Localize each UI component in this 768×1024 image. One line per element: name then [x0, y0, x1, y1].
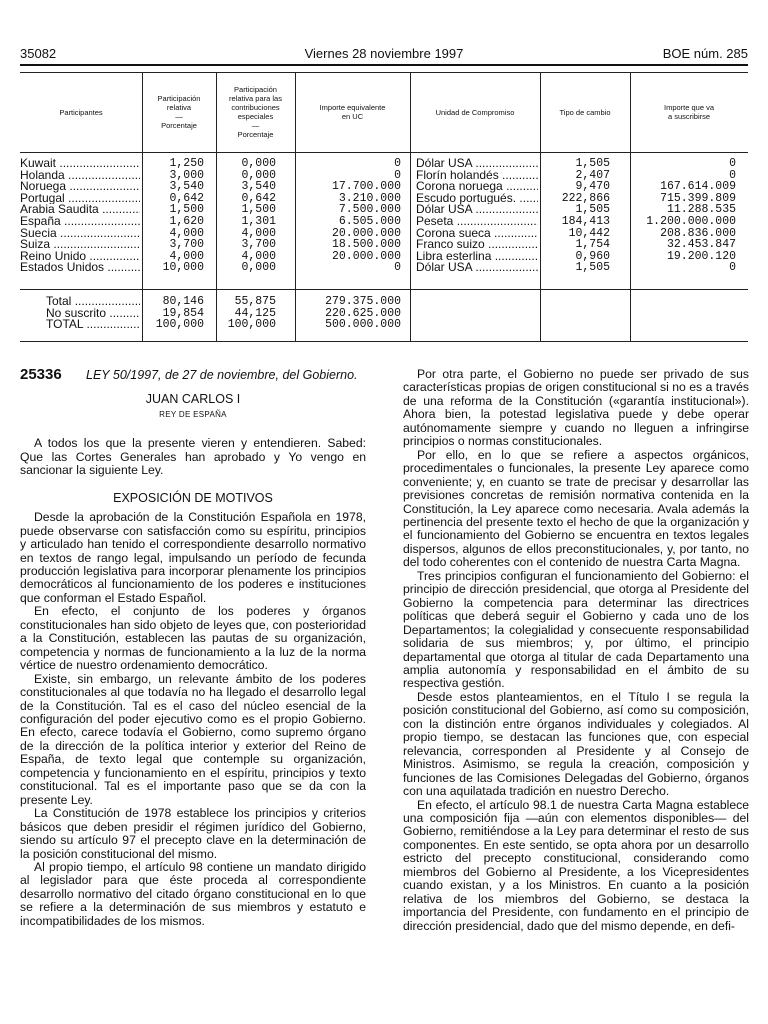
table-cell: 4,000 — [169, 227, 204, 240]
col-header-text: Tipo de cambio — [559, 107, 611, 117]
king-name: JUAN CARLOS I — [145, 391, 241, 406]
table-cell: Arabia Saudita ..... — [20, 204, 140, 216]
table-cell: 3,700 — [169, 239, 204, 251]
unidad-list — [416, 158, 538, 274]
table-cell: 1,500 — [241, 204, 276, 216]
table-cell: Franco suizo ..... — [416, 239, 538, 251]
table-cell: 1,505 — [575, 158, 610, 170]
table-cell: Noruega ..... — [20, 181, 140, 193]
table-cell: 7.500.000 — [338, 204, 401, 216]
table-cell: 0 — [729, 158, 736, 170]
col-header-text: Participación — [234, 85, 277, 94]
table-cell: 1,500 — [169, 204, 204, 216]
col-header-text: relativa para las — [229, 94, 282, 103]
table-cell: No suscrito ..... — [46, 308, 140, 320]
table-cell: 11.288.535 — [666, 204, 736, 216]
table-cell: 2,407 — [575, 169, 610, 182]
table-totals-border — [20, 289, 748, 290]
paragraph: Por otra parte, el Gobierno no puede ser privado de sus características propias de origen constitucional si no es a través de una reforma de la Constitución («garantía institucional»). Ahora bien, la potestad legislativa puede y debe operar autónomamente siempre y cuando no lleguen a infringirse principios o normas constitucionales. — [403, 367, 749, 449]
table-cell: 0,642 — [169, 192, 204, 205]
table-cell: Florín holandés ..... — [416, 170, 538, 182]
table-cell: Corona noruega ..... — [416, 181, 538, 193]
paragraph: En efecto, el conjunto de los poderes y órganos constitucionales han sido objeto de leyes que, con posterioridad a la Constitución, establecen las pautas de su organización, competencia y normas de funcionamiento a la luz de la norma vértice de nuestro ordenamiento democrático. — [20, 604, 366, 673]
table-cell: 184,413 — [561, 215, 610, 228]
table-cell: Escudo portugués. ..... — [416, 193, 538, 205]
table-cell: 208.836.000 — [660, 227, 736, 240]
table-cell: Suiza ..... — [20, 239, 140, 251]
paragraph: Desde estos planteamientos, en el Título I se regula la posición constitucional del Gobierno, así como su composición, con la distinción entre órganos individuales y colegiados. Al propio tiempo, se destacan las funciones que, con especial relevancia, corresponden al Presidente y al Consejo de Ministros. Asimismo, se regula la creación, composición y funciones de las Comisiones Delegadas del Gobierno, órganos con una aquilatada tradición en nuestro Derecho. — [403, 689, 749, 799]
table-cell: 0,642 — [241, 192, 276, 205]
table-cell: Corona sueca ..... — [416, 228, 538, 240]
col-header-contribuciones — [216, 72, 295, 152]
king-title: REY DE ESPAÑA — [159, 409, 227, 419]
table-cell: 4,000 — [241, 250, 276, 263]
col-header-text: Unidad de Compromiso — [435, 107, 515, 117]
table-cell: 220.625.000 — [325, 307, 401, 320]
table-cell: 10,442 — [568, 227, 610, 240]
paragraph: La Constitución de 1978 establece los principios y criterios básicos que deben presidir el régimen jurídico del Gobierno, siendo su artículo 97 el precepto clave en la determinación de la posición constitucional del mismo. — [20, 806, 366, 861]
table-cell: Dólar USA ..... — [416, 158, 538, 170]
table-cell: Estados Unidos ..... — [20, 262, 140, 274]
table-cell: 1,250 — [169, 158, 204, 170]
table-cell: 18.500.000 — [331, 239, 401, 251]
table-cell: 4,000 — [241, 227, 276, 240]
importe-uc-list — [295, 158, 401, 274]
table-cell: 9,470 — [575, 181, 610, 193]
table-cell: 222,866 — [561, 192, 610, 205]
table-cell: 44,125 — [234, 307, 276, 320]
table-cell: Kuwait ..... — [20, 158, 140, 170]
col-header-text: contribuciones — [231, 103, 280, 112]
table-cell: 0,000 — [241, 158, 276, 170]
totals-contribuciones — [216, 296, 276, 331]
table-cell: 1,620 — [169, 215, 204, 228]
col-header-tipo-cambio — [540, 72, 630, 152]
col-header-text: Porcentaje — [161, 121, 197, 130]
col-header-text: a suscribirse — [667, 112, 711, 121]
col-header-text: — — [251, 121, 260, 130]
table-cell: 19,854 — [162, 307, 204, 320]
col-header-text: relativa — [166, 103, 192, 112]
col-header-text: Importe que va — [663, 103, 715, 112]
law-heading — [20, 368, 366, 383]
importe-list — [630, 158, 736, 274]
table-cell: Libra esterlina ..... — [416, 251, 538, 263]
law-title: LEY 50/1997, de 27 de noviembre, del Gobierno. — [86, 368, 358, 382]
col-header-relativa — [142, 72, 216, 152]
col-header-importe-uc — [295, 72, 410, 152]
table-cell: 1,301 — [241, 215, 276, 228]
table-cell: España ..... — [20, 216, 140, 228]
paragraph: En efecto, el artículo 98.1 de nuestra Carta Magna establece una composición fija —aún con elementos disponibles— del Gobierno, remitiéndose a la Ley para determinar el resto de sus componentes. En este sentido, se opta ahora por un desarrollo estricto del precepto constitucional, considerando como miembros del Gobierno al Presidente, a los Vicepresidentes cuando existan, y a los Ministros. En cuanto a la posición relativa de los miembros del Gobierno, se destaca la importancia del Presidente, con fundamento en el principio de dirección presidencial, dado que del mismo depende, en defi- — [403, 797, 749, 933]
table-cell: 279.375.000 — [325, 296, 401, 308]
totals-importe-uc — [295, 296, 401, 331]
col-header-participantes — [20, 72, 142, 152]
table-cell: 500.000.000 — [325, 319, 401, 331]
table-cell: 0 — [394, 169, 401, 182]
col-header-unidad — [410, 72, 540, 152]
contribuciones-list — [216, 158, 276, 274]
col-header-text: Participación — [157, 94, 201, 103]
table-cell: TOTAL ..... — [46, 319, 140, 331]
paragraph: Por ello, en lo que se refiere a aspectos orgánicos, procedimentales o funcionales, la presente Ley aparece como conveniente; y, en cuanto se trate de precisar y desarrollar las previsiones concretas de remisión normativa contenida en la Constitución, la Ley aparece como necesaria. Avala además la pertinencia del presente texto el hecho de que la organización y el funcionamiento del Gobierno se encuentra en textos legales dispersos, algunos de ellos preconstitucionales, y, por tanto, no del todo coherentes con el contenido de nuestra Carta Magna. — [403, 447, 749, 570]
table-cell: Dólar USA ..... — [416, 262, 538, 274]
paragraph: Tres principios configuran el funcionamiento del Gobierno: el principio de dirección presidencial, que otorga al Presidente del Gobierno la competencia para determinar las directrices políticas que deberá seguir el Gobierno y cada uno de los Departamentos; la colegialidad y consecuente responsabilidad solidaria de sus miembros; y, por último, el principio departamental que otorga al titular de cada Departamento una amplia autonomía y responsabilidad en el ámbito de su respectiva gestión. — [403, 568, 749, 691]
table-cell: Suecia ..... — [20, 228, 140, 240]
table-cell: 0,000 — [241, 169, 276, 182]
header-rule — [20, 64, 748, 66]
table-cell: 100,000 — [155, 319, 204, 331]
table-cell: 32.453.847 — [666, 239, 736, 251]
preamble: A todos los que la presente vieren y entendieren. Sabed: Que las Cortes Generales han aprobado y Yo vengo en sancionar la siguiente Ley. — [20, 436, 366, 478]
table-cell: Portugal ..... — [20, 193, 140, 205]
contribution-table — [20, 72, 748, 342]
table-cell: 715.399.809 — [660, 192, 736, 205]
table-header-border — [20, 152, 748, 153]
issue-date: Viernes 28 noviembre 1997 — [304, 46, 464, 61]
table-cell: Holanda ..... — [20, 170, 140, 182]
table-cell: 3.210.000 — [338, 192, 401, 205]
table-cell: Peseta ..... — [416, 216, 538, 228]
tipo-cambio-list — [540, 158, 610, 274]
table-cell: 0 — [729, 169, 736, 182]
table-cell: 1,754 — [575, 239, 610, 251]
issue-number: BOE núm. 285 — [662, 46, 748, 61]
table-cell: 1,505 — [575, 262, 610, 274]
table-cell: Total ..... — [46, 296, 140, 308]
table-cell: 3,700 — [241, 239, 276, 251]
right-column — [403, 368, 749, 933]
table-cell: 10,000 — [162, 262, 204, 274]
table-cell: 3,540 — [169, 181, 204, 193]
table-cell: 3,540 — [241, 181, 276, 193]
table-cell: 55,875 — [234, 296, 276, 308]
table-cell: 0 — [394, 262, 401, 274]
page-number: 35082 — [20, 46, 57, 61]
table-cell: 3,000 — [169, 169, 204, 182]
paragraph: Desde la aprobación de la Constitución Española en 1978, puede observarse con satisfacción como su espíritu, principios y articulado han tenido el correspondiente desarrollo normativo en textos de rango legal, impulsando un período de fecunda producción legislativa para incorporar plenamente los principios democráticos al funcionamiento de los poderes e instituciones que conforman el Estado Español. — [20, 510, 366, 605]
table-cell: 100,000 — [227, 319, 276, 331]
law-number: 25336 — [20, 366, 62, 383]
col-header-text: especiales — [237, 112, 274, 121]
table-cell: 1.200.000.000 — [646, 215, 736, 228]
table-bottom-border — [20, 341, 748, 342]
left-column — [20, 368, 366, 928]
col-header-text: en UC — [341, 112, 364, 121]
col-header-text: Participantes — [59, 107, 103, 117]
paragraph: Existe, sin embargo, un relevante ámbito de los poderes constitucionales al que todavía no ha llegado el desarrollo legal de la Constitución. Tal es el caso del núcleo esencial de la configuración del poder ejecutivo como es el propio Gobierno. En efecto, carece todavía el Gobierno, como supremo órgano de la dirección de la política interior y exterior del Reino de España, de texto legal que contemple su organización, competencia y funcionamiento en el espíritu, principios y texto constitucional. Tal es el importante paso que se da con la presente Ley. — [20, 671, 366, 807]
table-cell: 0 — [394, 158, 401, 170]
col-header-importe-suscribirse — [630, 72, 748, 152]
col-header-text: Porcentaje — [237, 130, 274, 139]
table-cell: Dólar USA ..... — [416, 204, 538, 216]
table-cell: 20.000.000 — [331, 250, 401, 263]
table-cell: 0,000 — [241, 262, 276, 274]
table-cell: 19.200.120 — [666, 250, 736, 263]
table-cell: 0 — [729, 262, 736, 274]
paragraph: Al propio tiempo, el artículo 98 contiene un mandato dirigido al legislador para que éste proceda al correspondiente desarrollo normativo del citado órgano constitucional en lo que se refiere a la determinación de sus miembros y estatuto e incompatibilidades de los mismos. — [20, 860, 366, 928]
table-cell: 1,505 — [575, 204, 610, 216]
totals-relativa — [142, 296, 204, 331]
table-cell: Reino Unido ..... — [20, 251, 140, 263]
relativa-list — [142, 158, 204, 274]
table-cell: 20.000.000 — [331, 227, 401, 240]
table-cell: 80,146 — [162, 296, 204, 308]
section-title: EXPOSICIÓN DE MOTIVOS — [113, 490, 273, 505]
table-cell: 17.700.000 — [331, 181, 401, 193]
table-cell: 4,000 — [169, 250, 204, 263]
table-cell: 6.505.000 — [338, 215, 401, 228]
totals-labels — [46, 296, 140, 331]
col-header-text: Importe equivalente — [319, 103, 386, 112]
col-header-text: — — [175, 112, 183, 121]
participantes-list — [20, 158, 140, 274]
table-cell: 0,960 — [575, 250, 610, 263]
table-cell: 167.614.009 — [660, 181, 736, 193]
